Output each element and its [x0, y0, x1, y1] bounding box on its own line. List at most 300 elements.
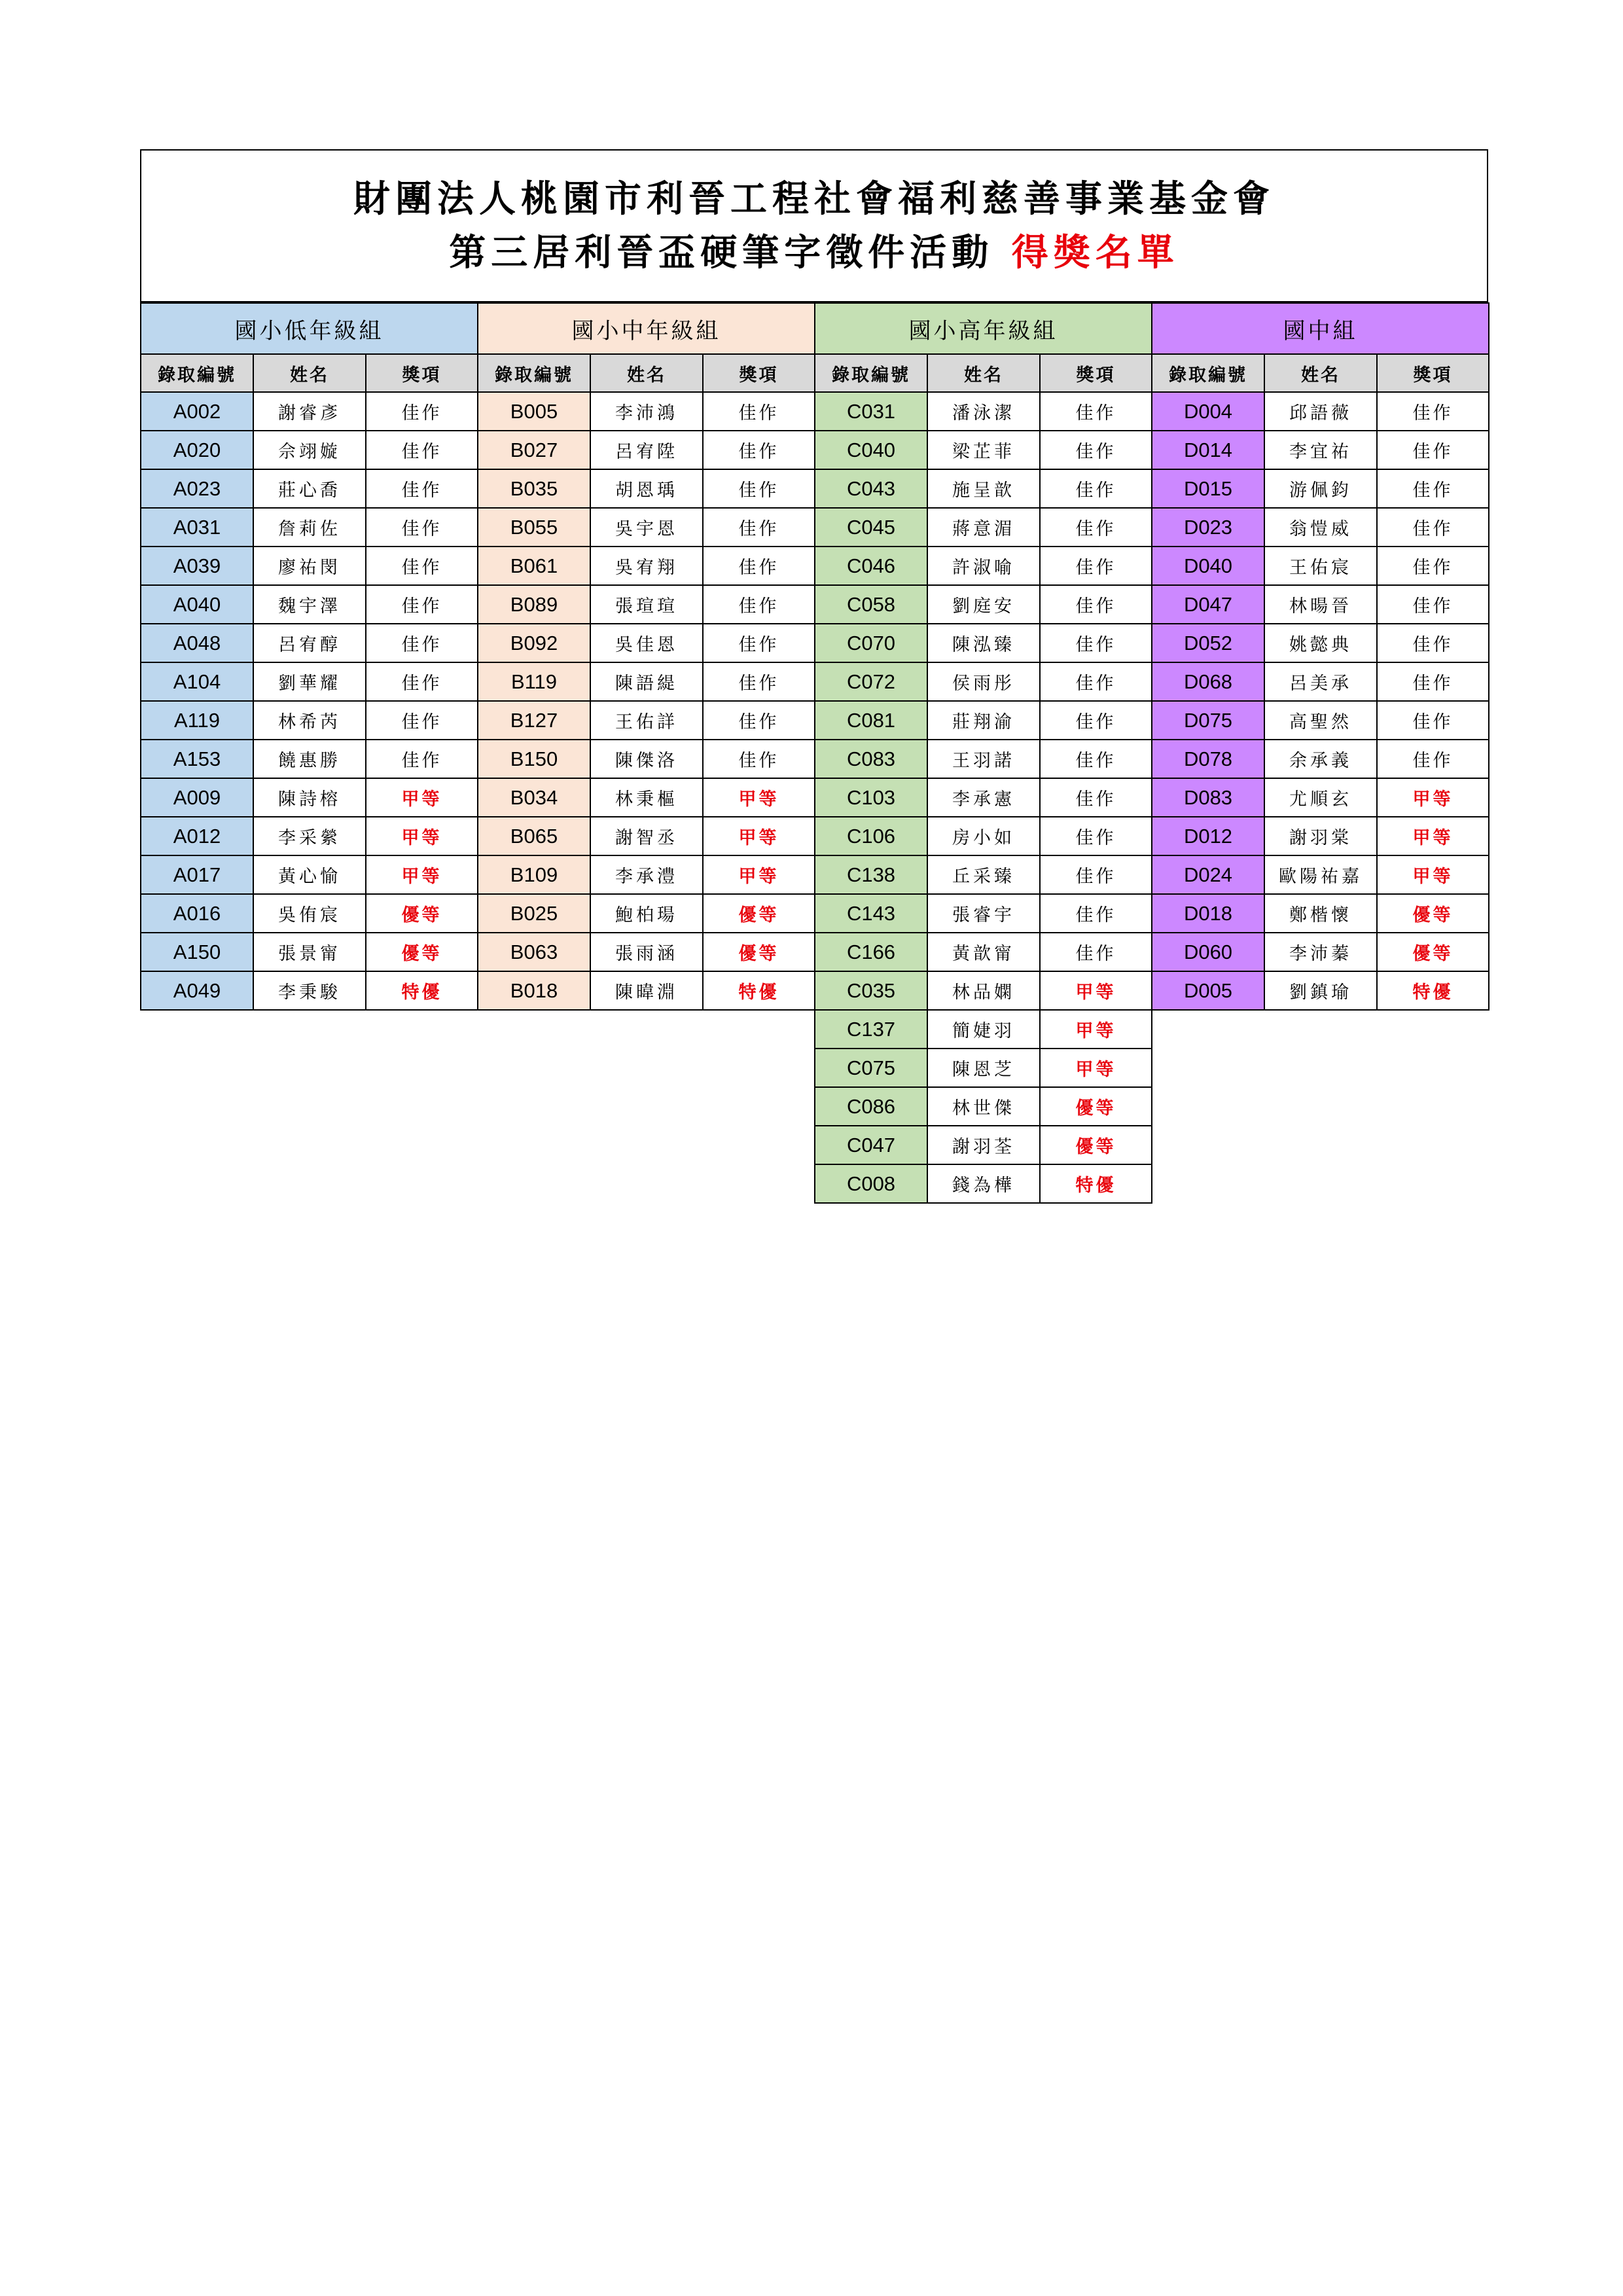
cell-award: 佳作 — [1377, 624, 1489, 662]
cell-award: 甲等 — [703, 855, 815, 894]
table-row — [478, 508, 815, 547]
cell-award: 佳作 — [703, 701, 815, 740]
cell-code: C138 — [815, 855, 927, 894]
cell-code: D047 — [1152, 585, 1264, 624]
cell-award: 佳作 — [703, 585, 815, 624]
cell-name: 莊心喬 — [253, 469, 366, 508]
cell-name: 謝羽棠 — [1264, 817, 1377, 855]
cell-name: 胡恩瑀 — [590, 469, 703, 508]
table-row — [815, 1087, 1152, 1126]
cell-code: A002 — [141, 392, 253, 431]
table-row — [141, 662, 478, 701]
cell-name: 李沛蓁 — [1264, 933, 1377, 971]
column-header-code: 錄取編號 — [1152, 354, 1264, 392]
cell-code: D015 — [1152, 469, 1264, 508]
table-row — [815, 817, 1152, 855]
cell-code: C072 — [815, 662, 927, 701]
table-row — [815, 778, 1152, 817]
cell-name: 林希芮 — [253, 701, 366, 740]
cell-code: B005 — [478, 392, 590, 431]
cell-name: 謝羽荃 — [927, 1126, 1040, 1164]
table-row — [478, 624, 815, 662]
cell-award: 佳作 — [703, 508, 815, 547]
cell-code: C043 — [815, 469, 927, 508]
cell-code: A020 — [141, 431, 253, 469]
cell-name: 張睿宇 — [927, 894, 1040, 933]
cell-code: B035 — [478, 469, 590, 508]
cell-code: A016 — [141, 894, 253, 933]
cell-code: C035 — [815, 971, 927, 1010]
award-list-sheet — [140, 149, 1488, 1204]
cell-code: C103 — [815, 778, 927, 817]
table-row — [141, 894, 478, 933]
cell-code: D012 — [1152, 817, 1264, 855]
cell-code: D018 — [1152, 894, 1264, 933]
table-row — [1152, 624, 1489, 662]
table-row — [1152, 508, 1489, 547]
cell-award: 特優 — [703, 971, 815, 1010]
column-header-name: 姓名 — [1264, 354, 1377, 392]
title-event — [449, 226, 1179, 279]
cell-award: 佳作 — [1377, 740, 1489, 778]
cell-award: 優等 — [703, 933, 815, 971]
cell-code: A023 — [141, 469, 253, 508]
cell-name: 李秉駿 — [253, 971, 366, 1010]
table-row — [478, 971, 815, 1010]
table-row — [478, 585, 815, 624]
cell-name: 林秉樞 — [590, 778, 703, 817]
cell-award: 佳作 — [703, 431, 815, 469]
cell-award: 佳作 — [1040, 701, 1152, 740]
cell-name: 謝智丞 — [590, 817, 703, 855]
cell-code: A119 — [141, 701, 253, 740]
cell-code: C070 — [815, 624, 927, 662]
table-row — [141, 778, 478, 817]
cell-award: 甲等 — [1040, 1010, 1152, 1049]
cell-name: 余承義 — [1264, 740, 1377, 778]
table-row — [1152, 740, 1489, 778]
cell-code: D005 — [1152, 971, 1264, 1010]
cell-name: 李宜祐 — [1264, 431, 1377, 469]
cell-award: 佳作 — [1040, 662, 1152, 701]
cell-award: 佳作 — [1377, 547, 1489, 585]
table-row — [1152, 431, 1489, 469]
table-row — [815, 1049, 1152, 1087]
cell-award: 優等 — [1040, 1087, 1152, 1126]
cell-name: 廖祐閔 — [253, 547, 366, 585]
cell-name: 張雨涵 — [590, 933, 703, 971]
cell-code: D040 — [1152, 547, 1264, 585]
cell-award: 佳作 — [1040, 508, 1152, 547]
cell-name: 鮑柏瑒 — [590, 894, 703, 933]
group-d — [1151, 302, 1488, 1011]
table-row — [141, 469, 478, 508]
table-row — [1152, 392, 1489, 431]
cell-name: 李承澧 — [590, 855, 703, 894]
cell-code: B025 — [478, 894, 590, 933]
table-row — [815, 469, 1152, 508]
cell-code: C058 — [815, 585, 927, 624]
cell-name: 吳侑宸 — [253, 894, 366, 933]
cell-award: 甲等 — [366, 778, 478, 817]
table-row — [141, 701, 478, 740]
cell-award: 佳作 — [1040, 585, 1152, 624]
cell-name: 陳詩榕 — [253, 778, 366, 817]
cell-award: 甲等 — [1377, 855, 1489, 894]
cell-name: 劉鎮瑜 — [1264, 971, 1377, 1010]
cell-code: C008 — [815, 1164, 927, 1203]
table-row — [815, 547, 1152, 585]
table-row — [1152, 547, 1489, 585]
table-row — [1152, 662, 1489, 701]
cell-code: B092 — [478, 624, 590, 662]
cell-code: C137 — [815, 1010, 927, 1049]
cell-name: 高聖然 — [1264, 701, 1377, 740]
table-row — [1152, 855, 1489, 894]
cell-code: B127 — [478, 701, 590, 740]
cell-award: 佳作 — [366, 701, 478, 740]
cell-name: 劉華耀 — [253, 662, 366, 701]
cell-code: A153 — [141, 740, 253, 778]
cell-award: 優等 — [366, 933, 478, 971]
cell-name: 黃歆甯 — [927, 933, 1040, 971]
cell-code: B065 — [478, 817, 590, 855]
cell-code: B018 — [478, 971, 590, 1010]
table-row — [815, 585, 1152, 624]
cell-award: 佳作 — [366, 547, 478, 585]
cell-name: 陳暐淵 — [590, 971, 703, 1010]
table-row — [815, 855, 1152, 894]
title-event-name: 第三居利晉盃硬筆字徵件活動 — [449, 231, 994, 274]
cell-code: B150 — [478, 740, 590, 778]
cell-code: C166 — [815, 933, 927, 971]
table-row — [815, 662, 1152, 701]
cell-name: 鄭楷懷 — [1264, 894, 1377, 933]
cell-award: 佳作 — [703, 740, 815, 778]
column-header-name: 姓名 — [927, 354, 1040, 392]
cell-name: 侯雨彤 — [927, 662, 1040, 701]
table-row — [815, 701, 1152, 740]
column-header-name: 姓名 — [590, 354, 703, 392]
table-row — [815, 1164, 1152, 1203]
cell-award: 佳作 — [703, 662, 815, 701]
cell-name: 潘泳潔 — [927, 392, 1040, 431]
cell-award: 佳作 — [1040, 740, 1152, 778]
title-box — [140, 149, 1488, 302]
cell-name: 王佑詳 — [590, 701, 703, 740]
cell-name: 李承憲 — [927, 778, 1040, 817]
cell-code: A009 — [141, 778, 253, 817]
cell-code: D023 — [1152, 508, 1264, 547]
cell-award: 佳作 — [1377, 701, 1489, 740]
cell-award: 甲等 — [1040, 971, 1152, 1010]
cell-award: 佳作 — [1377, 508, 1489, 547]
cell-code: A048 — [141, 624, 253, 662]
cell-name: 陳泓臻 — [927, 624, 1040, 662]
cell-award: 佳作 — [703, 624, 815, 662]
cell-award: 佳作 — [1040, 469, 1152, 508]
cell-code: B109 — [478, 855, 590, 894]
cell-award: 佳作 — [1040, 431, 1152, 469]
cell-name: 吳宇恩 — [590, 508, 703, 547]
cell-award: 佳作 — [1040, 933, 1152, 971]
cell-award: 優等 — [1040, 1126, 1152, 1164]
cell-code: B063 — [478, 933, 590, 971]
column-header-code: 錄取編號 — [478, 354, 590, 392]
column-header-award: 獎項 — [366, 354, 478, 392]
table-row — [478, 778, 815, 817]
cell-code: A012 — [141, 817, 253, 855]
cell-name: 張瑄瑄 — [590, 585, 703, 624]
cell-name: 歐陽祐嘉 — [1264, 855, 1377, 894]
cell-name: 呂宥陞 — [590, 431, 703, 469]
cell-code: D083 — [1152, 778, 1264, 817]
cell-name: 佘翊嫙 — [253, 431, 366, 469]
cell-code: B061 — [478, 547, 590, 585]
cell-code: B027 — [478, 431, 590, 469]
column-header-name: 姓名 — [253, 354, 366, 392]
cell-award: 佳作 — [703, 469, 815, 508]
group-table — [814, 302, 1152, 1204]
cell-name: 尤順玄 — [1264, 778, 1377, 817]
cell-code: B089 — [478, 585, 590, 624]
cell-code: C045 — [815, 508, 927, 547]
cell-name: 翁愷威 — [1264, 508, 1377, 547]
table-row — [141, 508, 478, 547]
table-row — [141, 624, 478, 662]
table-row — [478, 469, 815, 508]
table-row — [141, 933, 478, 971]
cell-name: 吳佳恩 — [590, 624, 703, 662]
table-row — [1152, 817, 1489, 855]
table-row — [141, 547, 478, 585]
table-row — [141, 855, 478, 894]
cell-name: 陳語緹 — [590, 662, 703, 701]
cell-name: 饒惠勝 — [253, 740, 366, 778]
cell-award: 甲等 — [366, 855, 478, 894]
table-row — [478, 392, 815, 431]
cell-name: 簡婕羽 — [927, 1010, 1040, 1049]
cell-code: D004 — [1152, 392, 1264, 431]
cell-code: C106 — [815, 817, 927, 855]
table-row — [815, 971, 1152, 1010]
cell-code: A104 — [141, 662, 253, 701]
title-award-list: 得獎名單 — [1011, 231, 1179, 274]
cell-code: C143 — [815, 894, 927, 933]
cell-award: 佳作 — [703, 547, 815, 585]
cell-code: B119 — [478, 662, 590, 701]
group-b — [477, 302, 814, 1011]
cell-award: 甲等 — [366, 817, 478, 855]
cell-code: C046 — [815, 547, 927, 585]
cell-award: 佳作 — [1040, 855, 1152, 894]
cell-award: 佳作 — [1377, 585, 1489, 624]
cell-name: 邱語薇 — [1264, 392, 1377, 431]
cell-award: 佳作 — [1040, 894, 1152, 933]
cell-name: 錢為樺 — [927, 1164, 1040, 1203]
table-row — [815, 624, 1152, 662]
column-header-award: 獎項 — [1040, 354, 1152, 392]
award-groups — [140, 302, 1488, 1204]
cell-name: 陳傑洛 — [590, 740, 703, 778]
column-header-code: 錄取編號 — [141, 354, 253, 392]
cell-name: 林品嫻 — [927, 971, 1040, 1010]
group-a — [140, 302, 477, 1011]
cell-code: D078 — [1152, 740, 1264, 778]
cell-name: 詹莉佐 — [253, 508, 366, 547]
group-table — [1151, 302, 1489, 1011]
cell-award: 佳作 — [1377, 469, 1489, 508]
cell-award: 優等 — [703, 894, 815, 933]
cell-code: D052 — [1152, 624, 1264, 662]
cell-name: 黃心愉 — [253, 855, 366, 894]
cell-award: 佳作 — [1377, 662, 1489, 701]
cell-name: 許淑喻 — [927, 547, 1040, 585]
table-row — [815, 933, 1152, 971]
table-row — [815, 740, 1152, 778]
cell-code: C040 — [815, 431, 927, 469]
cell-award: 特優 — [1040, 1164, 1152, 1203]
table-row — [141, 817, 478, 855]
cell-code: C086 — [815, 1087, 927, 1126]
cell-code: A039 — [141, 547, 253, 585]
cell-award: 佳作 — [1040, 778, 1152, 817]
cell-code: D014 — [1152, 431, 1264, 469]
cell-award: 特優 — [366, 971, 478, 1010]
cell-name: 施呈歆 — [927, 469, 1040, 508]
cell-code: D060 — [1152, 933, 1264, 971]
cell-award: 佳作 — [1040, 817, 1152, 855]
cell-award: 佳作 — [1040, 392, 1152, 431]
group-title: 國中組 — [1152, 303, 1489, 354]
cell-code: A031 — [141, 508, 253, 547]
cell-award: 優等 — [1377, 894, 1489, 933]
table-row — [815, 431, 1152, 469]
column-header-award: 獎項 — [1377, 354, 1489, 392]
cell-award: 佳作 — [1377, 392, 1489, 431]
cell-award: 佳作 — [366, 508, 478, 547]
table-row — [1152, 933, 1489, 971]
cell-award: 佳作 — [1377, 431, 1489, 469]
cell-code: A017 — [141, 855, 253, 894]
table-row — [478, 933, 815, 971]
table-row — [478, 817, 815, 855]
group-c — [814, 302, 1151, 1204]
group-table — [140, 302, 478, 1011]
group-title: 國小高年級組 — [815, 303, 1152, 354]
table-row — [478, 547, 815, 585]
cell-name: 林世傑 — [927, 1087, 1040, 1126]
cell-name: 王佑宸 — [1264, 547, 1377, 585]
cell-name: 吳宥翔 — [590, 547, 703, 585]
cell-code: C083 — [815, 740, 927, 778]
cell-award: 佳作 — [366, 431, 478, 469]
cell-name: 李沛鴻 — [590, 392, 703, 431]
cell-award: 佳作 — [1040, 624, 1152, 662]
cell-award: 佳作 — [366, 392, 478, 431]
cell-name: 莊翔渝 — [927, 701, 1040, 740]
cell-award: 甲等 — [1377, 778, 1489, 817]
cell-name: 張景甯 — [253, 933, 366, 971]
cell-award: 佳作 — [366, 624, 478, 662]
table-row — [1152, 469, 1489, 508]
cell-code: B055 — [478, 508, 590, 547]
cell-award: 優等 — [1377, 933, 1489, 971]
cell-name: 房小如 — [927, 817, 1040, 855]
column-header-award: 獎項 — [703, 354, 815, 392]
cell-award: 佳作 — [366, 740, 478, 778]
title-foundation: 財團法人桃園市利晉工程社會福利慈善事業基金會 — [353, 177, 1275, 221]
cell-award: 特優 — [1377, 971, 1489, 1010]
cell-name: 呂宥醇 — [253, 624, 366, 662]
table-row — [1152, 701, 1489, 740]
cell-name: 林暘晉 — [1264, 585, 1377, 624]
table-row — [1152, 778, 1489, 817]
cell-code: A049 — [141, 971, 253, 1010]
cell-name: 王羽諾 — [927, 740, 1040, 778]
cell-award: 佳作 — [1040, 547, 1152, 585]
cell-name: 謝睿彥 — [253, 392, 366, 431]
table-row — [478, 701, 815, 740]
table-row — [815, 894, 1152, 933]
table-row — [815, 508, 1152, 547]
group-title: 國小低年級組 — [141, 303, 478, 354]
cell-name: 李采縈 — [253, 817, 366, 855]
table-row — [815, 392, 1152, 431]
table-row — [1152, 585, 1489, 624]
table-row — [141, 431, 478, 469]
table-row — [478, 894, 815, 933]
table-row — [478, 740, 815, 778]
cell-code: D024 — [1152, 855, 1264, 894]
table-row — [141, 392, 478, 431]
cell-code: C075 — [815, 1049, 927, 1087]
cell-award: 佳作 — [366, 585, 478, 624]
cell-award: 佳作 — [366, 469, 478, 508]
table-row — [141, 971, 478, 1010]
cell-award: 甲等 — [1040, 1049, 1152, 1087]
cell-award: 甲等 — [703, 778, 815, 817]
cell-name: 姚懿典 — [1264, 624, 1377, 662]
cell-name: 游佩鈞 — [1264, 469, 1377, 508]
table-row — [478, 855, 815, 894]
cell-name: 梁芷菲 — [927, 431, 1040, 469]
cell-award: 甲等 — [703, 817, 815, 855]
cell-code: B034 — [478, 778, 590, 817]
cell-name: 蔣意湄 — [927, 508, 1040, 547]
table-row — [815, 1010, 1152, 1049]
table-row — [478, 431, 815, 469]
cell-award: 甲等 — [1377, 817, 1489, 855]
cell-code: C047 — [815, 1126, 927, 1164]
cell-code: D075 — [1152, 701, 1264, 740]
table-row — [815, 1126, 1152, 1164]
group-table — [477, 302, 815, 1011]
table-row — [141, 585, 478, 624]
group-title: 國小中年級組 — [478, 303, 815, 354]
table-row — [141, 740, 478, 778]
table-row — [1152, 971, 1489, 1010]
column-header-code: 錄取編號 — [815, 354, 927, 392]
cell-code: D068 — [1152, 662, 1264, 701]
table-row — [1152, 894, 1489, 933]
cell-name: 魏宇澤 — [253, 585, 366, 624]
cell-code: A150 — [141, 933, 253, 971]
cell-code: C081 — [815, 701, 927, 740]
cell-award: 佳作 — [366, 662, 478, 701]
cell-name: 丘采臻 — [927, 855, 1040, 894]
table-row — [478, 662, 815, 701]
